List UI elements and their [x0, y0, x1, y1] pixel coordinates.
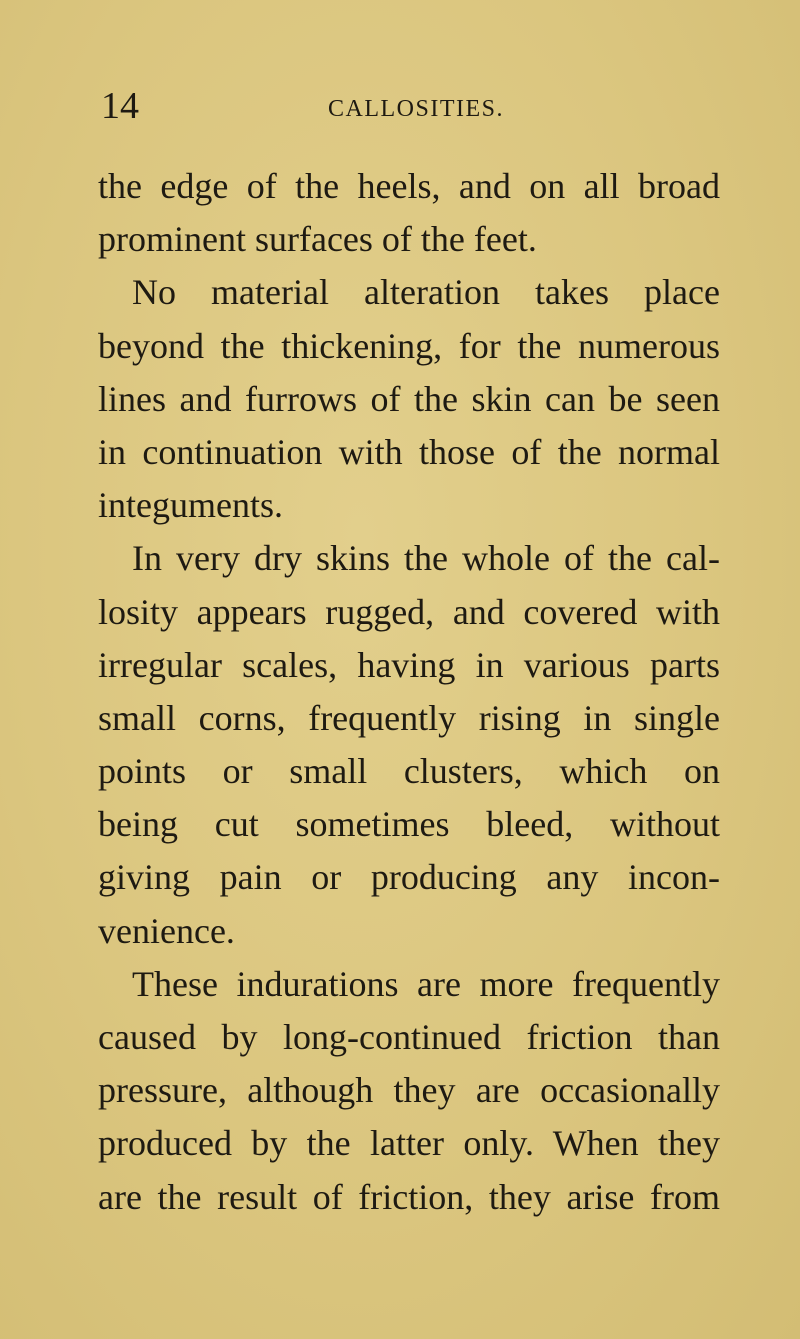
- text-line: produced by the latter only. When they: [98, 1123, 720, 1164]
- running-head: CALLOSITIES.: [328, 96, 504, 122]
- text-line: being cut sometimes bleed, without: [98, 804, 720, 845]
- text-line: caused by long-continued friction than: [98, 1017, 720, 1057]
- text-line: points or small clusters, which on: [98, 751, 720, 792]
- text-line: losity appears rugged, and covered with: [98, 591, 720, 632]
- text-line: No material alteration takes place: [132, 272, 720, 313]
- text-line: are the result of friction, they arise from: [98, 1176, 720, 1217]
- text-line: integuments.: [98, 485, 283, 526]
- text-line: prominent surfaces of the feet.: [98, 219, 537, 260]
- text-line: pressure, although they are occasionally: [98, 1070, 720, 1111]
- page-number: 14: [101, 85, 139, 127]
- text-line: venience.: [98, 910, 235, 951]
- body-text: [98, 160, 720, 1224]
- text-line: irregular scales, having in various parts: [98, 644, 720, 685]
- text-line: beyond the thickening, for the numerous: [98, 325, 720, 366]
- text-line: small corns, frequently rising in single: [98, 697, 720, 738]
- text-line: In very dry skins the whole of the cal-: [132, 538, 720, 579]
- text-line: giving pain or producing any incon-: [98, 857, 720, 898]
- text-line: in continuation with those of the normal: [98, 431, 720, 472]
- text-line: lines and furrows of the skin can be seen: [98, 378, 720, 419]
- text-line: the edge of the heels, and on all broad: [98, 166, 720, 206]
- text-line: These indurations are more frequently: [132, 963, 720, 1004]
